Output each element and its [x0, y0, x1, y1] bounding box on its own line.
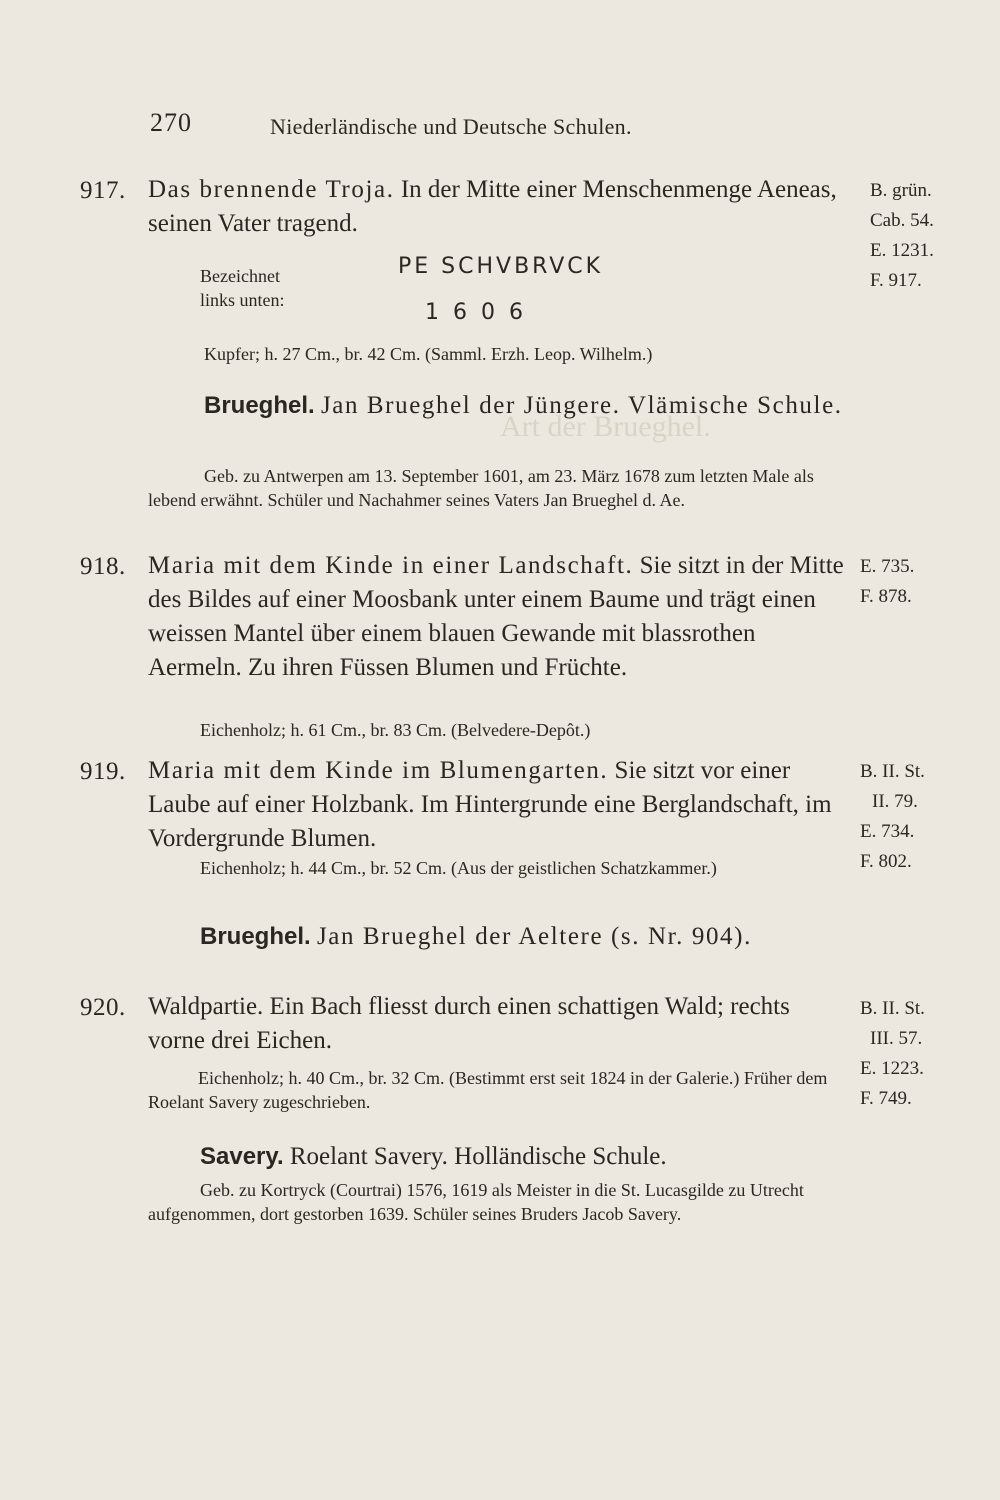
entry-description [148, 754, 848, 856]
entry-material: Eichenholz; h. 61 Cm., br. 83 Cm. (Belvedere-Depôt.) [200, 720, 591, 740]
artist-full-name: Roelant Savery. Holländische Schule. [289, 1143, 667, 1170]
entry-number: 917. [80, 177, 126, 204]
entry-text: Sie sitzt vor einer Laube auf einer Holzbank. Im Hintergrunde eine Berglandschaft, im Vordergrunde Blumen. [148, 757, 832, 852]
artist-heading [148, 920, 848, 954]
artist-heading [200, 1140, 860, 1174]
entry-material: Kupfer; h. 27 Cm., br. 42 Cm. (Samml. Erzh. Leop. Wilhelm.) [204, 344, 653, 364]
entry-text: Sie sitzt in der Mitte des Bildes auf einer Moosbank unter einem Baume und trägt einen weissen Mantel über einem blauen Gewande mit blassrothen Aermeln. Zu ihren Füssen Blumen und Früchte. [148, 552, 844, 681]
entry-description [148, 549, 848, 685]
entry-description [148, 990, 848, 1058]
artist-biography: Geb. zu Kortryck (Courtrai) 1576, 1619 als Meister in die St. Lucasgilde zu Utrecht aufgenommen, dort gestorben 1639. Schüler seines Bruders Jacob Savery. [148, 1180, 804, 1224]
entry-title: Das brennende Troja. [148, 176, 395, 203]
page-number: 270 [150, 108, 192, 137]
artist-name: Brueghel. [204, 392, 315, 419]
artist-name: Savery. [200, 1143, 284, 1170]
entry-description [148, 173, 848, 241]
signature-label-1: Bezeichnet [200, 266, 280, 286]
entry-references: B. II. St. II. 79. E. 734. F. 802. [860, 761, 925, 872]
entry-text: In der Mitte einer Menschenmenge Aeneas, seinen Vater tragend. [148, 176, 837, 237]
entry-material: Eichenholz; h. 40 Cm., br. 32 Cm. (Bestimmt erst seit 1824 in der Galerie.) Früher dem Roelant Savery zugeschrieben. [148, 1068, 828, 1112]
running-head: Niederländische und Deutsche Schulen. [270, 114, 632, 139]
entry-references: E. 735. F. 878. [860, 556, 915, 607]
entry-references: B. grün. Cab. 54. E. 1231. F. 917. [870, 180, 934, 291]
bleed-through-text: Art der Brueghel. [500, 410, 711, 443]
entry-title: Maria mit dem Kinde in einer Landschaft. [148, 552, 634, 579]
entry-text: Ein Bach fliesst durch einen schattigen Wald; rechts vorne drei Eichen. [148, 993, 790, 1054]
signature-inscription: PE SCHVBRVCK [398, 254, 604, 279]
artist-name: Brueghel. [200, 923, 311, 950]
entry-title: Waldpartie. [148, 993, 264, 1020]
artist-heading [204, 389, 844, 423]
entry-number: 919. [80, 758, 126, 785]
artist-full-name: Jan Brueghel der Aeltere (s. Nr. 904). [316, 923, 752, 950]
signature-label-2: links unten: [200, 290, 285, 310]
entry-references: B. II. St. III. 57. E. 1223. F. 749. [860, 998, 925, 1109]
entry-number: 918. [80, 553, 126, 580]
artist-full-name: Jan Brueghel der Jüngere. Vlämische Schule. [320, 392, 843, 419]
entry-title: Maria mit dem Kinde im Blumengarten. [148, 757, 609, 784]
signature-date: 1606 [425, 300, 537, 325]
artist-biography: Geb. zu Antwerpen am 13. September 1601, am 23. März 1678 zum letzten Male als lebend erwähnt. Schüler und Nachahmer seines Vaters Jan Brueghel d. Ae. [148, 466, 814, 510]
entry-number: 920. [80, 994, 126, 1021]
entry-material: Eichenholz; h. 44 Cm., br. 52 Cm. (Aus der geistlichen Schatzkammer.) [200, 858, 717, 878]
